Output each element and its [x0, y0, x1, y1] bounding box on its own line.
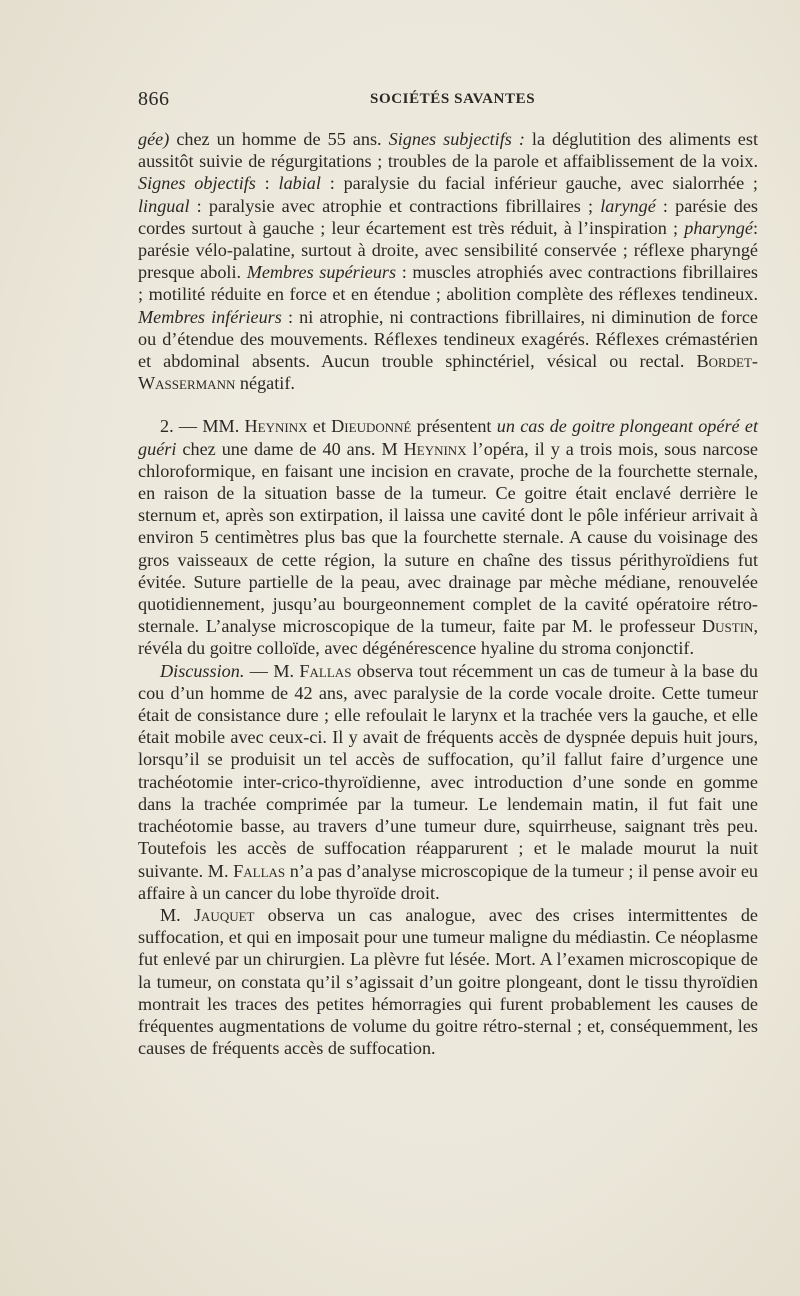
- paragraph-discussion: Discussion. — M. Fallas observa tout récemment un cas de tumeur à la base du cou d’un homme de 42 ans, avec paralysie de la corde vocale droite. Cette tumeur était de consistance dure ; elle refoulait le larynx et la trachée vers la gauche, et elle était mobile avec ceux-ci. Il y avait de fréquents accès de dyspnée depuis huit jours, lorsqu’il se produisit un tel accès de suffocation, qu’il fallut faire d’urgence une trachéotomie inter-crico-thyroïdienne, avec introduction d’une sonde en gomme dans la trachée comprimée par la tumeur. Le lendemain matin, il fut fait une trachéotomie basse, au travers d’une tumeur dure, squirrheuse, saignant très peu. Toutefois les accès de suffocation réapparurent ; et le malade mourut la nuit suivante. M. Fallas n’a pas d’analyse microscopique de la tumeur ; il pense avoir eu affaire à un cancer du lobe thyroïde droit.: [138, 660, 759, 903]
- paragraph-case-2: 2. — MM. Heyninx et Dieudonné présentent un cas de goitre plongeant opéré et guéri chez une dame de 40 ans. M Heyninx l’opéra, il y a trois mois, sous narcose chloroformique, en faisant une incision en cravate, proche de la fourchette sternale, en raison de la situation basse de la tumeur. Ce goitre était enclavé derrière le sternum et, après son extirpation, il laissa une cavité dont le pôle inférieur arrivait à environ 5 centimètres plus bas que la fourchette sternale. A cause du voisinage des gros vaisseaux de cette région, la suture en chaîne des tissus périthyroïdiens fut évitée. Suture partielle de la peau, avec drainage par mèche médiane, renouvelée quotidiennement, jusqu’au bourgeonnement complet de la cavité opératoire rétro-sternale. L’analyse microscopique de la tumeur, faite par M. le professeur Dustin, révéla du goitre colloïde, avec dégénérescence hyaline du stroma conjonctif.: [138, 416, 758, 659]
- paragraph-jauquet: M. Jauquet observa un cas analogue, avec des crises intermittentes de suffocation, et qui en imposait pour une tumeur maligne du médiastin. Ce néoplasme fut enlevé par un chirurgien. La plèvre fut lésée. Mort. A l’examen microscopique de la tumeur, on constata qu’il s’agissait d’un goitre plongeant, dont le tissu thyroïdien montrait les traces des petites hémorragies qui furent probablement les causes de fréquentes augmentations de volume du goitre rétro-sternal ; et, conséquemment, les causes de fréquents accès de suffocation.: [138, 904, 758, 1059]
- page-header: [138, 88, 758, 118]
- body-text: [138, 128, 758, 1059]
- paragraph-case-1-continued: gée) chez un homme de 55 ans. Signes subjectifs : la déglutition des aliments est aussitôt suivie de régurgitations ; troubles de la parole et affaiblissement de la voix. Signes objectifs : labial : paralysie du facial inférieur gauche, avec sialorrhée ; lingual : paralysie avec atrophie et contractions fibrillaires ; laryngé : parésie des cordes surtout à gauche ; leur écartement est très réduit, à l’inspiration ; pharyngé: parésie vélo-palatine, surtout à droite, avec sensibilité conservée ; réflexe pharyngé presque aboli. Membres supérieurs : muscles atrophiés avec contractions fibrillaires ; motilité réduite en force et en étendue ; abolition complète des réflexes tendineux. Membres inférieurs : ni atrophie, ni contractions fibrillaires, ni diminution de force ou d’étendue des mouvements. Réflexes tendineux exagérés. Réflexes crémastérien et abdominal absents. Aucun trouble sphinctériel, vésical ou rectal. Bordet-Wassermann négatif.: [138, 129, 758, 394]
- running-title: SOCIÉTÉS SAVANTES: [370, 91, 536, 107]
- page-number: 866: [138, 88, 170, 110]
